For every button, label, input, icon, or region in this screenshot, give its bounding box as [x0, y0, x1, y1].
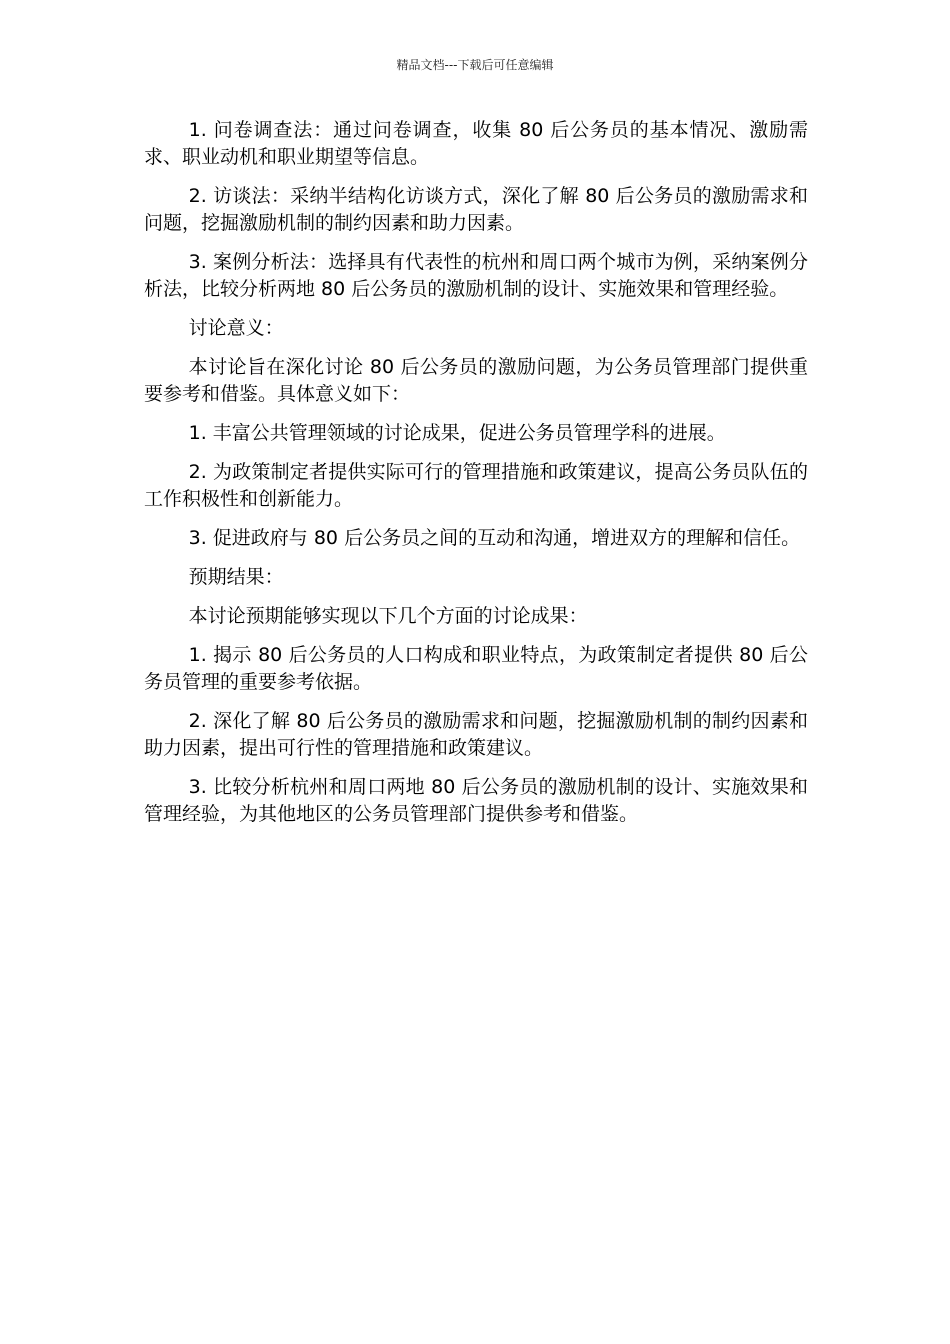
paragraph-significance-intro: 本讨论旨在深化讨论 80 后公务员的激励问题，为公务员管理部门提供重要参考和借鉴。具体意义如下： — [144, 356, 808, 405]
paragraph-significance-3: 3. 促进政府与 80 后公务员之间的互动和沟通，增进双方的理解和信任。 — [188, 527, 801, 549]
section-heading-significance: 讨论意义： — [188, 317, 284, 339]
paragraph-result-2: 2. 深化了解 80 后公务员的激励需求和问题，挖掘激励机制的制约因素和助力因素，提出可行性的管理措施和政策建议。 — [144, 710, 808, 759]
document-body — [144, 117, 808, 840]
paragraph-results-intro: 本讨论预期能够实现以下几个方面的讨论成果： — [188, 605, 588, 627]
paragraph-significance-2: 2. 为政策制定者提供实际可行的管理措施和政策建议，提高公务员队伍的工作积极性和创新能力。 — [144, 461, 808, 510]
page-header: 精品文档---下载后可任意编辑 — [396, 58, 554, 72]
section-heading-expected-results: 预期结果： — [188, 566, 284, 588]
paragraph-significance-1: 1. 丰富公共管理领域的讨论成果，促进公务员管理学科的进展。 — [188, 422, 726, 444]
paragraph-method-questionnaire: 1. 问卷调查法：通过问卷调查，收集 80 后公务员的基本情况、激励需求、职业动机和职业期望等信息。 — [144, 119, 808, 168]
paragraph-method-interview: 2. 访谈法：采纳半结构化访谈方式，深化了解 80 后公务员的激励需求和问题，挖掘激励机制的制约因素和助力因素。 — [144, 185, 808, 234]
paragraph-method-case-study: 3. 案例分析法：选择具有代表性的杭州和周口两个城市为例，采纳案例分析法，比较分析两地 80 后公务员的激励机制的设计、实施效果和管理经验。 — [144, 251, 808, 300]
paragraph-result-3: 3. 比较分析杭州和周口两地 80 后公务员的激励机制的设计、实施效果和管理经验，为其他地区的公务员管理部门提供参考和借鉴。 — [144, 776, 808, 825]
paragraph-result-1: 1. 揭示 80 后公务员的人口构成和职业特点，为政策制定者提供 80 后公务员管理的重要参考依据。 — [144, 644, 808, 693]
